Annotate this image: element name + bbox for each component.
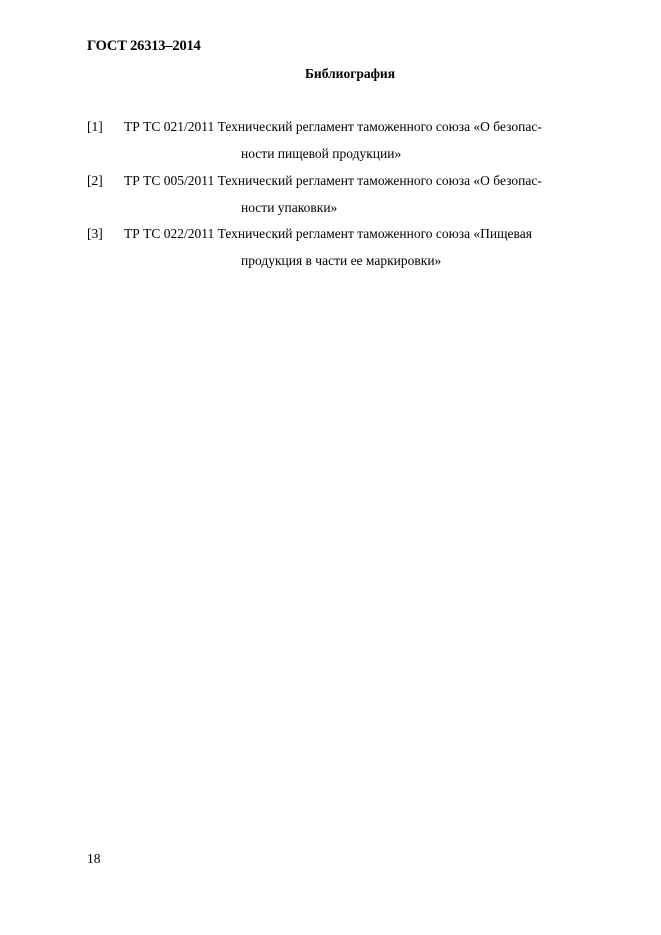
reference-number: [1] — [87, 119, 103, 134]
reference-number: [2] — [87, 173, 103, 188]
reference-text-line-1: ТР ТС 022/2011 Технический регламент таможенного союза «Пищевая — [124, 226, 532, 241]
reference-text-line-2: ности упаковки» — [241, 200, 338, 215]
reference-text-line-2: продукция в части ее маркировки» — [241, 253, 442, 268]
page-number: 18 — [87, 851, 101, 866]
section-title: Библиография — [304, 66, 396, 81]
reference-number: [3] — [87, 226, 103, 241]
reference-text-line-2: ности пищевой продукции» — [241, 146, 402, 161]
reference-text-line-1: ТР ТС 021/2011 Технический регламент таможенного союза «О безопас- — [124, 119, 542, 134]
document-code: ГОСТ 26313–2014 — [87, 38, 201, 54]
reference-text-line-1: ТР ТС 005/2011 Технический регламент таможенного союза «О безопас- — [124, 173, 542, 188]
